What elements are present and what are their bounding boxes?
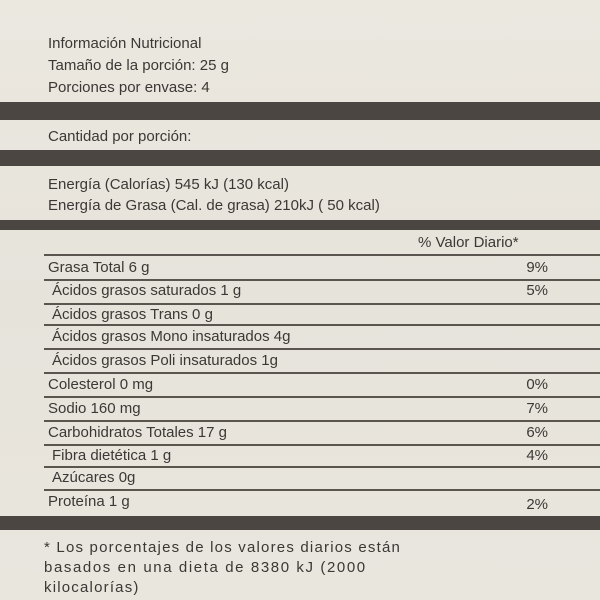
divider-line: [44, 279, 600, 281]
divider-line: [44, 444, 600, 446]
amount-per-serving: Cantidad por porción:: [48, 128, 192, 145]
nutrient-name: Ácidos grasos Trans 0 g: [52, 306, 213, 323]
nutrient-pct: 7%: [526, 400, 548, 417]
daily-value-header: % Valor Diario*: [418, 234, 519, 251]
nutrient-name: Azúcares 0g: [52, 469, 136, 486]
nutrient-name: Ácidos grasos saturados 1 g: [52, 282, 242, 299]
thick-divider-energy: [0, 220, 600, 230]
thick-divider-top: [0, 102, 600, 120]
divider-line: [44, 396, 600, 398]
label-title: Información Nutricional: [48, 35, 202, 52]
footnote-line: kilocalorías): [44, 579, 140, 596]
nutrient-name: Ácidos grasos Mono insaturados 4g: [52, 328, 291, 345]
serving-size: Tamaño de la porción: 25 g: [48, 57, 229, 74]
divider-line: [44, 254, 600, 256]
divider-line: [44, 348, 600, 350]
divider-line: [44, 466, 600, 468]
nutrient-name: Proteína 1 g: [48, 493, 130, 510]
nutrient-name: Sodio 160 mg: [48, 400, 141, 417]
divider-line: [44, 420, 600, 422]
nutrient-name: Fibra dietética 1 g: [52, 447, 172, 464]
nutrient-name: Carbohidratos Totales 17 g: [48, 424, 228, 441]
divider-line: [44, 489, 600, 491]
thick-divider-amount: [0, 150, 600, 166]
footnote-line: basados en una dieta de 8380 kJ (2000: [44, 559, 367, 576]
energy-calories: Energía (Calorías) 545 kJ (130 kcal): [48, 176, 289, 193]
servings-per-container: Porciones por envase: 4: [48, 79, 210, 96]
nutrient-pct: 2%: [526, 496, 548, 513]
nutrient-name: Ácidos grasos Poli insaturados 1g: [52, 352, 278, 369]
nutrient-pct: 0%: [526, 376, 548, 393]
energy-fat: Energía de Grasa (Cal. de grasa) 210kJ ( 50 kcal): [48, 197, 380, 214]
footnote-line: * Los porcentajes de los valores diarios están: [44, 539, 402, 556]
nutrient-name: Colesterol 0 mg: [48, 376, 154, 393]
nutrient-pct: 5%: [526, 282, 548, 299]
nutrient-pct: 6%: [526, 424, 548, 441]
divider-line: [44, 303, 600, 305]
nutrient-name: Grasa Total 6 g: [48, 259, 150, 276]
divider-line: [44, 324, 600, 326]
nutrient-pct: 9%: [526, 259, 548, 276]
thick-divider-bottom: [0, 516, 600, 530]
divider-line: [44, 372, 600, 374]
nutrient-pct: 4%: [526, 447, 548, 464]
